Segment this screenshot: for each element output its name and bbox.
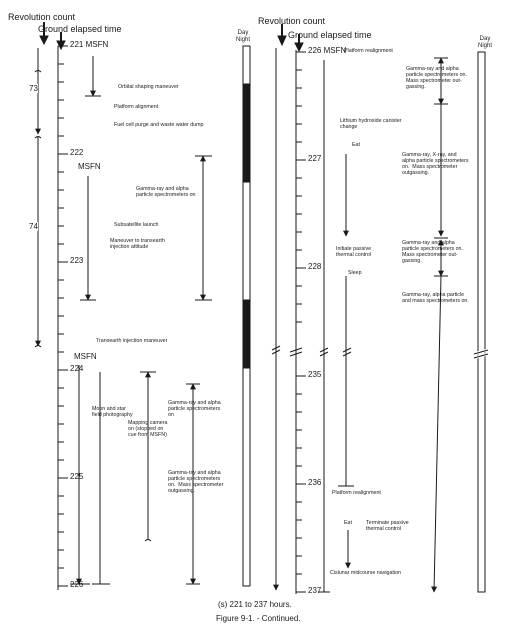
event-gamma-alpha-mass: Gamma-ray and alpha particle spectrometers on. Mass spectrometer out- gassing. <box>406 66 467 91</box>
figure-caption: Figure 9-1. - Continued. <box>216 614 301 623</box>
event-orbital-shaping: Orbital shaping maneuver <box>118 84 179 90</box>
hour-226-right: 226 MSFN <box>308 46 347 55</box>
hour-226: 226 <box>70 580 84 589</box>
gamma-bracket-1 <box>195 156 212 300</box>
msfn-bracket-1 <box>85 56 101 96</box>
revolution-line-right <box>272 48 280 590</box>
day-night-label-right: Day Night <box>478 36 493 49</box>
moon-star-bracket <box>92 372 110 584</box>
revolution-count-label-left: Revolution count <box>8 12 76 22</box>
right-main-bracket <box>318 60 330 592</box>
ground-elapsed-time-label-left: Ground elapsed time <box>38 24 122 34</box>
eat-sleep-bracket <box>338 154 354 486</box>
day-night-bar-right <box>474 52 488 592</box>
time-scale-left <box>58 46 68 590</box>
hour-227: 227 <box>308 154 322 163</box>
event-platform-alignment: Platform alignment <box>114 104 159 110</box>
event-gamma-ray-2: Gamma-ray and alpha particle spectrometers on <box>168 400 221 419</box>
event-passive-thermal: Initiate passive thermal control <box>336 246 372 259</box>
time-scale-right <box>290 50 306 594</box>
hour-237: 237 <box>308 586 322 595</box>
header-arrow-right-1 <box>278 24 286 45</box>
gamma-bracket-right <box>434 58 448 592</box>
mapping-camera-bracket <box>140 372 156 541</box>
event-mapping-camera: Mapping camera on (stopped on cue from MSFN) <box>128 420 168 439</box>
event-xray: Gamma-ray, X-ray, and alpha particle spectrometers on. Mass spectrometer outgassing. <box>402 152 469 177</box>
event-sleep: Sleep <box>348 270 362 276</box>
event-gamma-xray-alpha: Gamma-ray, alpha particle and mass spectrometers on. <box>402 292 469 305</box>
hour-236: 236 <box>308 478 322 487</box>
revolution-74: 74 <box>29 222 38 231</box>
event-maneuver-attitude: Maneuver to transearth injection attitude <box>110 238 165 251</box>
hour-228: 228 <box>308 262 322 271</box>
event-transearth-injection: Transearth injection maneuver <box>96 338 168 344</box>
event-cislunar-navigation: Cislunar midcourse navigation <box>330 570 401 576</box>
event-gamma-ray-1: Gamma-ray and alpha particle spectrometers on <box>136 186 196 199</box>
hour-224: 224 <box>70 364 84 373</box>
msfn-bracket-2 <box>80 176 96 300</box>
event-eat-2: Eat <box>344 520 352 526</box>
revolution-73: 73 <box>29 84 38 93</box>
day-night-label-left: Day Night <box>236 30 251 43</box>
hour-222: 222 <box>70 148 84 157</box>
caption-range: (s) 221 to 237 hours. <box>218 600 292 609</box>
ground-elapsed-time-label-right: Ground elapsed time <box>288 30 372 40</box>
msfn-label-2: MSFN <box>74 352 97 361</box>
hour-221: 221 MSFN <box>70 40 109 49</box>
msfn-label-1: MSFN <box>78 162 101 171</box>
hour-225: 225 <box>70 472 84 481</box>
event-platform-realignment: Platform realignment <box>332 490 381 496</box>
event-lithium-change: Lithium hydroxide canister change <box>340 118 402 131</box>
event-subsatellite: Subsatellite launch <box>114 222 159 228</box>
event-platform-realignment-top: Platform realignment <box>344 48 393 54</box>
event-fuel-cell-purge: Fuel cell purge and waste water dump <box>114 122 204 128</box>
event-gamma-ray-3: Gamma-ray and alpha particle spectrometers on. Mass spectrometer outgassing. <box>168 470 224 495</box>
day-night-bar-left <box>243 46 250 586</box>
event-terminate-passive: Terminate passive thermal control <box>366 520 409 533</box>
revolution-count-label-right: Revolution count <box>258 16 326 26</box>
event-gamma-alpha-mass-2: Gamma-ray and alpha particle spectrometers on. Mass spectrometer out- gassing. <box>402 240 463 265</box>
event-moon-star: Moon and star field photography <box>92 406 133 419</box>
hour-223: 223 <box>70 256 84 265</box>
event-eat-1: Eat <box>352 142 360 148</box>
hour-235: 235 <box>308 370 322 379</box>
